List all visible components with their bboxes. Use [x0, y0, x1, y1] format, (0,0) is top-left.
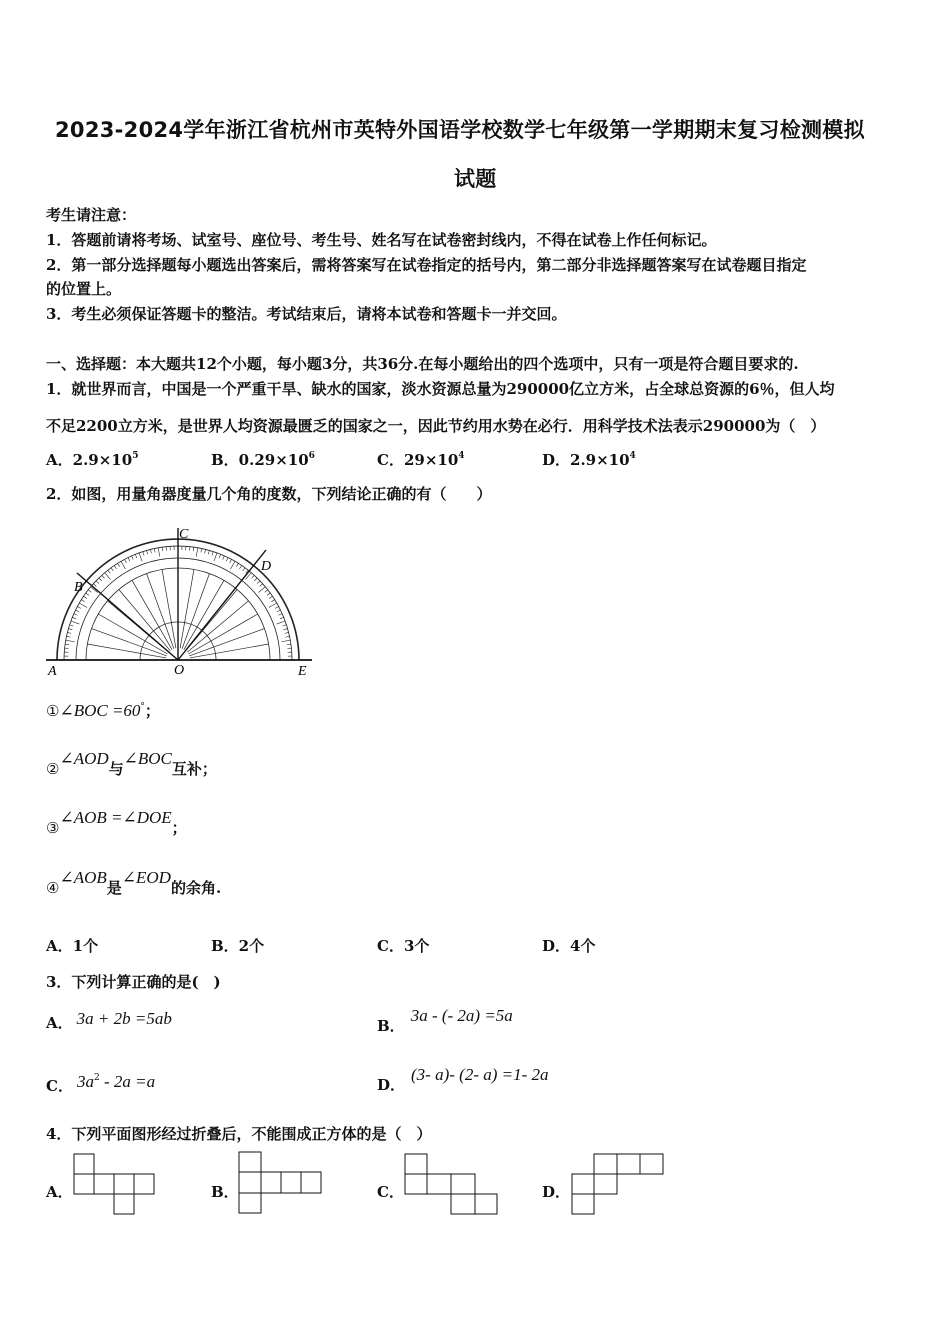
label-c: C	[179, 527, 189, 542]
q3-option-a: A． 3a + 2b =5ab	[46, 1009, 172, 1032]
protractor-tick	[208, 550, 209, 554]
protractor-tick	[162, 547, 163, 551]
protractor-tick	[105, 573, 111, 580]
ray-od	[178, 550, 266, 660]
protractor-tick	[281, 640, 290, 642]
protractor-tick	[236, 563, 238, 566]
protractor-tick	[230, 559, 232, 563]
notice-item-3: 3．考生必须保证答题卡的整洁。考试结束后，请将本试卷和答题卡一并交回。	[46, 305, 567, 323]
notice-heading: 考生请注意：	[46, 206, 137, 224]
protractor-tick	[275, 606, 279, 608]
protractor-tick	[265, 590, 268, 592]
protractor-tick	[128, 558, 130, 562]
protractor-tick	[86, 593, 89, 595]
protractor-tick	[66, 640, 75, 642]
protractor-tick	[114, 565, 116, 568]
q4-option-a-label: A．	[46, 1183, 73, 1201]
notice-item-2-cont: 的位置上。	[46, 280, 122, 298]
protractor-tick	[135, 554, 136, 558]
protractor-tick	[201, 548, 202, 552]
page-title-line2: 试题	[454, 167, 497, 191]
protractor-tick	[108, 570, 110, 573]
protractor-tick	[83, 596, 86, 598]
q1-option-d: D．$2.9\times 10^4$	[542, 451, 636, 469]
protractor-tick	[111, 568, 113, 571]
protractor-tick	[280, 617, 284, 618]
protractor-tick	[283, 625, 287, 626]
protractor-tick	[68, 629, 72, 630]
protractor-tick	[277, 610, 281, 612]
q2-option-a: A．1个	[46, 937, 99, 955]
protractor-tick	[271, 600, 274, 602]
q3-option-d: D．(3- a)- (2- a) =1- 2a	[377, 1065, 549, 1094]
protractor-tick	[74, 614, 78, 616]
protractor-tick	[231, 561, 236, 569]
q4-option-c-label: C．	[377, 1183, 404, 1201]
protractor-tick	[193, 547, 194, 551]
q4-net-d	[570, 1152, 666, 1216]
q1-option-a: A．$2.9\times 10^5$	[46, 451, 139, 469]
section-heading: 一、选择题：本大题共12个小题，每小题3分，共36分.在每小题给出的四个选项中，只有一项是符合题目要求的.	[46, 355, 799, 373]
q1-option-b: B．$0.29\times 10^6$	[211, 451, 315, 469]
protractor-tick	[81, 600, 84, 602]
protractor-tick	[260, 584, 263, 587]
q4-net-a	[72, 1152, 158, 1216]
q1-stem-cont: 不足2200立方米，是世界人均资源最匮乏的国家之一，因此节约用水势在必行．用科学技术法表示290000为（ ）	[46, 417, 826, 435]
protractor-tick	[118, 563, 120, 566]
label-d: D	[261, 559, 272, 574]
protractor-tick	[214, 553, 217, 561]
protractor-tick	[124, 559, 126, 563]
q4-option-d-label: D．	[542, 1183, 571, 1201]
protractor-tick	[72, 617, 76, 618]
protractor-tick	[286, 636, 290, 637]
q2-statement-3: ③∠AOB =∠DOE；	[46, 808, 187, 837]
protractor-tick	[96, 581, 99, 584]
protractor-tick	[147, 550, 148, 554]
q3-option-c: C． $3a^2 - 2a =a$	[46, 1072, 156, 1095]
protractor-tick	[212, 552, 213, 556]
protractor-tick	[240, 565, 242, 568]
protractor-tick	[258, 587, 265, 593]
protractor-tick	[287, 644, 291, 645]
protractor-tick	[257, 581, 260, 584]
protractor-tick	[70, 625, 74, 626]
protractor-tick	[102, 575, 105, 578]
protractor-tick	[205, 549, 206, 553]
q2-statement-4: ④∠AOB是∠EOD的余角.	[46, 868, 222, 897]
q2-option-d: D．4个	[542, 937, 596, 955]
q2-option-b: B．2个	[211, 937, 265, 955]
protractor-tick	[139, 553, 142, 561]
protractor-figure	[40, 518, 325, 680]
protractor-tick	[277, 621, 285, 624]
protractor-tick	[121, 561, 126, 569]
q1-stem: 1．就世界而言，中国是一个严重干旱、缺水的国家，淡水资源总量为290000亿立方米，占全球总资源的6％，但人均	[46, 380, 835, 398]
notice-item-2: 2．第一部分选择题每小题选出答案后，需将答案写在试卷指定的括号内，第二部分非选择题答案写在试卷题目指定	[46, 256, 807, 274]
protractor-tick	[93, 584, 96, 587]
protractor-tick	[196, 548, 198, 557]
protractor-tick	[154, 548, 155, 552]
q2-stem: 2．如图，用量角器度量几个角的度数，下列结论正确的有（ ）	[46, 485, 492, 503]
q4-net-c	[403, 1152, 501, 1216]
protractor-tick	[99, 578, 102, 581]
protractor-tick	[88, 590, 91, 592]
protractor-tick	[132, 556, 134, 560]
page-title: 2023-2024学年浙江省杭州市英特外国语学校数学七年级第一学期期末复习检测模拟	[55, 118, 865, 142]
label-o: O	[174, 663, 185, 678]
protractor-tick	[150, 549, 151, 553]
q1-option-c: C．$29\times 10^4$	[377, 451, 465, 469]
q3-option-b: B．3a - (- 2a) =5a	[377, 1006, 513, 1035]
protractor-tick	[285, 632, 289, 633]
protractor-tick	[77, 606, 81, 608]
q2-option-c: C．3个	[377, 937, 430, 955]
protractor-tick	[252, 575, 255, 578]
q3-stem: 3．下列计算正确的是( )	[46, 973, 221, 991]
q4-net-b	[237, 1150, 325, 1216]
protractor-tick	[158, 548, 160, 557]
protractor-tick	[269, 596, 272, 598]
q2-statement-2: ②∠AOD与∠BOC互补；	[46, 749, 217, 778]
protractor-tick	[67, 632, 71, 633]
q2-statement-1: ①∠BOC =60°；	[46, 701, 160, 720]
protractor-tick	[226, 558, 228, 562]
protractor-tick	[243, 568, 245, 571]
notice-item-1: 1．答题前请将考场、试室号、座位号、考生号、姓名写在试卷密封线内，不得在试卷上作任何标记。	[46, 231, 717, 249]
protractor-tick	[66, 636, 70, 637]
protractor-tick	[219, 554, 220, 558]
q4-stem: 4．下列平面图形经过折叠后，不能围成正方体的是（ ）	[46, 1125, 432, 1143]
protractor-tick	[65, 644, 69, 645]
label-e: E	[298, 664, 307, 679]
protractor-tick	[79, 603, 87, 608]
protractor-tick	[269, 603, 277, 608]
protractor-tick	[284, 629, 288, 630]
protractor-tick	[71, 621, 79, 624]
protractor-tick	[267, 593, 270, 595]
label-a: A	[48, 664, 57, 679]
protractor-tick	[254, 578, 257, 581]
ray-ob	[77, 573, 178, 660]
q4-option-b-label: B．	[211, 1183, 239, 1201]
protractor-tick	[143, 552, 144, 556]
label-b: B	[74, 580, 83, 595]
protractor-tick	[76, 610, 80, 612]
protractor-tick	[223, 556, 225, 560]
protractor-tick	[278, 614, 282, 616]
